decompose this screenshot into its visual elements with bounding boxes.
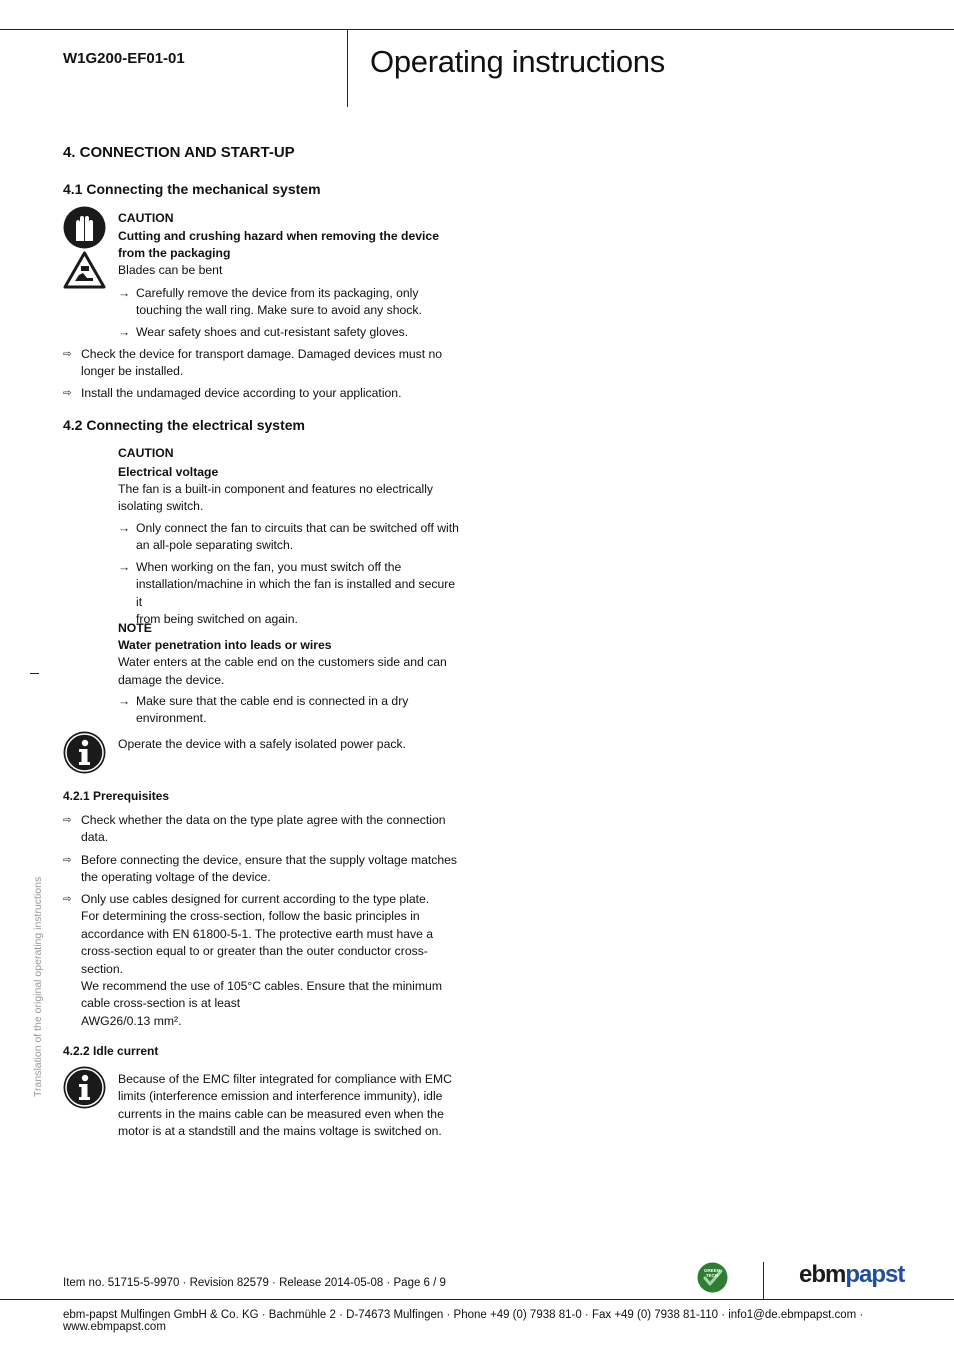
list-line: data. (81, 830, 109, 845)
info-line: limits (interference emission and interference immunity), idle (118, 1089, 443, 1104)
info-icon (63, 731, 106, 779)
caution-title-mech-2: from the packaging (118, 246, 231, 260)
instruction-line: touching the wall ring. Make sure to avoid any shock. (136, 303, 422, 318)
note-title: Water penetration into leads or wires (118, 638, 332, 652)
logo-ebm: ebm (799, 1261, 846, 1288)
caution-text-elec-1: The fan is a built-in component and features no electrically (118, 482, 434, 496)
list-line: Check whether the data on the type plate agree with the connection (81, 813, 446, 827)
ebmpapst-logo (799, 1261, 904, 1289)
caution-title-mech-1: Cutting and crushing hazard when removing the device (118, 229, 439, 243)
header-divider (347, 30, 348, 107)
section-4-2-1-heading: 4.2.1 Prerequisites (63, 789, 170, 803)
info-line: currents in the mains cable can be measured even when the (118, 1106, 444, 1121)
gloves-icon (63, 206, 106, 254)
section-4-2-2-heading: 4.2.2 Idle current (63, 1044, 159, 1058)
idle-current-info (118, 1071, 452, 1141)
caution-title-elec: Electrical voltage (118, 465, 219, 479)
section-4-2-heading: 4.2 Connecting the electrical system (63, 417, 305, 433)
instruction-line: Only connect the fan to circuits that can be switched off with (136, 521, 459, 535)
list-line: Before connecting the device, ensure that the supply voltage matches (81, 853, 458, 867)
green-tech-badge-label: GREEN TECH (703, 1268, 720, 1278)
bullet-arrow-icon: ⇨ (63, 815, 72, 826)
header-top-rule (0, 29, 954, 30)
margin-tick (30, 673, 39, 674)
list-line: accordance with EN 61800-5-1. The protective earth must have a (81, 926, 434, 941)
instruction-line: environment. (136, 711, 207, 726)
instruction-line: an all-pole separating switch. (136, 538, 294, 553)
info-icon (63, 1066, 106, 1114)
instruction-line: When working on the fan, you must switch off the (136, 560, 402, 574)
list-line: the operating voltage of the device. (81, 870, 271, 885)
side-translation-note: Translation of the original operating instructions (32, 876, 44, 1097)
arrow-icon: → (118, 286, 131, 300)
bullet-arrow-icon: ⇨ (63, 855, 72, 866)
list-line: Install the undamaged device according to your application. (81, 386, 402, 400)
caution-label-elec: CAUTION (118, 446, 174, 460)
bullet-arrow-icon: ⇨ (63, 349, 72, 360)
list-line: AWG26/0.13 mm². (81, 1013, 182, 1028)
logo-papst: papst (845, 1261, 905, 1288)
arrow-icon: → (118, 694, 131, 708)
instruction-line: Make sure that the cable end is connected in a dry (136, 694, 409, 708)
footer-rule (0, 1299, 954, 1300)
list-line: For determining the cross-section, follow the basic principles in (81, 909, 420, 924)
list-line: Check the device for transport damage. Damaged devices must no (81, 347, 443, 361)
section-4-1-heading: 4.1 Connecting the mechanical system (63, 181, 321, 197)
info-text-power: Operate the device with a safely isolated power pack. (118, 737, 406, 751)
caution-text-elec-2: isolating switch. (118, 499, 204, 513)
item-info-line: Item no. 51715-5-9970 · Revision 82579 · Release 2014-05-08 · Page 6 / 9 (63, 1277, 446, 1289)
company-info-line: ebm-papst Mulfingen GmbH & Co. KG · Bachmühle 2 · D-74673 Mulfingen · Phone +49 (0) 7938 81-0 · Fax +49 (0) 7938 81-110 · info1@de.ebmpapst.com · www.ebmpapst.com (63, 1309, 864, 1333)
info-line: motor is at a standstill and the mains voltage is switched on. (118, 1124, 442, 1139)
section-4-heading: 4. CONNECTION AND START-UP (63, 144, 295, 161)
model-number: W1G200-EF01-01 (63, 50, 185, 67)
footer-logo-divider (763, 1262, 764, 1300)
arrow-icon: → (118, 560, 131, 574)
crushing-hazard-icon (63, 251, 106, 294)
instruction-line: installation/machine in which the fan is installed and secure it (136, 577, 456, 609)
bullet-arrow-icon: ⇨ (63, 388, 72, 399)
arrow-icon: → (118, 521, 131, 535)
list-line: cable cross-section is at least (81, 996, 241, 1011)
note-label: NOTE (118, 621, 152, 635)
bullet-arrow-icon: ⇨ (63, 894, 72, 905)
instruction-line: Wear safety shoes and cut-resistant safety gloves. (136, 325, 409, 339)
arrow-icon: → (118, 325, 131, 339)
page-title: Operating instructions (370, 44, 665, 79)
instruction-line: Carefully remove the device from its packaging, only (136, 286, 419, 300)
instruction-line: from being switched on again. (136, 612, 298, 627)
list-line: section. (81, 961, 124, 976)
list-line: longer be installed. (81, 364, 184, 379)
caution-text-mech: Blades can be bent (118, 263, 223, 277)
caution-label-mech: CAUTION (118, 211, 174, 225)
info-line: Because of the EMC filter integrated for compliance with EMC (118, 1072, 452, 1086)
list-line: Only use cables designed for current according to the type plate. (81, 892, 430, 906)
note-text-1: Water enters at the cable end on the customers side and can (118, 655, 447, 669)
list-line: We recommend the use of 105°C cables. Ensure that the minimum (81, 979, 442, 994)
note-text-2: damage the device. (118, 673, 225, 687)
list-line: cross-section equal to or greater than the outer conductor cross- (81, 944, 428, 959)
